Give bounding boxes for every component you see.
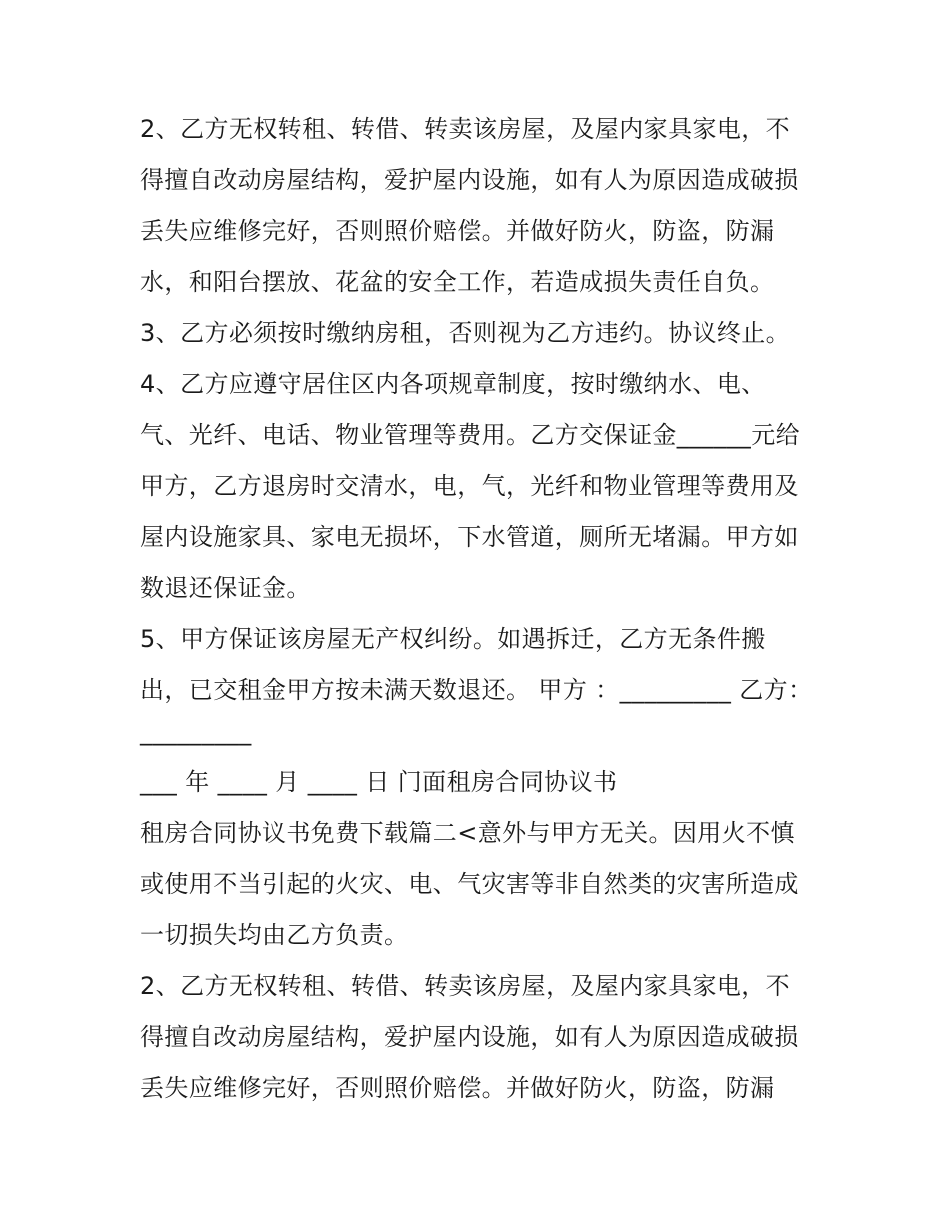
signature-blank-line: _________ <box>140 718 252 746</box>
text-line: 一切损失均由乙方负责。 <box>140 921 409 949</box>
text-line: 5、甲方保证该房屋无产权纠纷。如遇拆迁，乙方无条件搬 <box>140 625 766 653</box>
text-line: 得擅自改动房屋结构，爱护屋内设施，如有人为原因造成破损 <box>140 1023 799 1051</box>
text-line: 或使用不当引起的火灾、电、气灾害等非自然类的灾害所造成 <box>140 870 799 898</box>
text-line: 租房合同协议书免费下载篇二<意外与甲方无关。因用火不慎 <box>140 819 795 847</box>
text-line: 丢失应维修完好，否则照价赔偿。并做好防火，防盗，防漏 <box>140 217 775 245</box>
text-line: 丢失应维修完好，否则照价赔偿。并做好防火，防盗，防漏 <box>140 1074 775 1102</box>
date-title-line: ___ 年 ____ 月 ____ 日 门面租房合同协议书 <box>140 768 618 796</box>
text-line: 数退还保证金。 <box>140 574 311 602</box>
text-line: 甲方，乙方退房时交清水，电，气，光纤和物业管理等费用及 <box>140 472 799 500</box>
text-line: 出，已交租金甲方按未满天数退还。 甲方 ：_________ 乙方： <box>140 676 813 704</box>
text-line: 得擅自改动房屋结构，爱护屋内设施，如有人为原因造成破损 <box>140 166 799 194</box>
text-line: 屋内设施家具、家电无损坏，下水管道，厕所无堵漏。甲方如 <box>140 523 799 551</box>
text-line: 水，和阳台摆放、花盆的安全工作，若造成损失责任自负。 <box>140 268 775 296</box>
text-line: 2、乙方无权转租、转借、转卖该房屋，及屋内家具家电，不 <box>140 115 791 143</box>
text-line: 气、光纤、电话、物业管理等费用。乙方交保证金______元给 <box>140 421 800 449</box>
text-line: 3、乙方必须按时缴纳房租，否则视为乙方违约。协议终止。 <box>140 319 791 347</box>
text-line: 4、乙方应遵守居住区内各项规章制度，按时缴纳水、电、 <box>140 370 766 398</box>
text-line: 2、乙方无权转租、转借、转卖该房屋，及屋内家具家电，不 <box>140 972 791 1000</box>
